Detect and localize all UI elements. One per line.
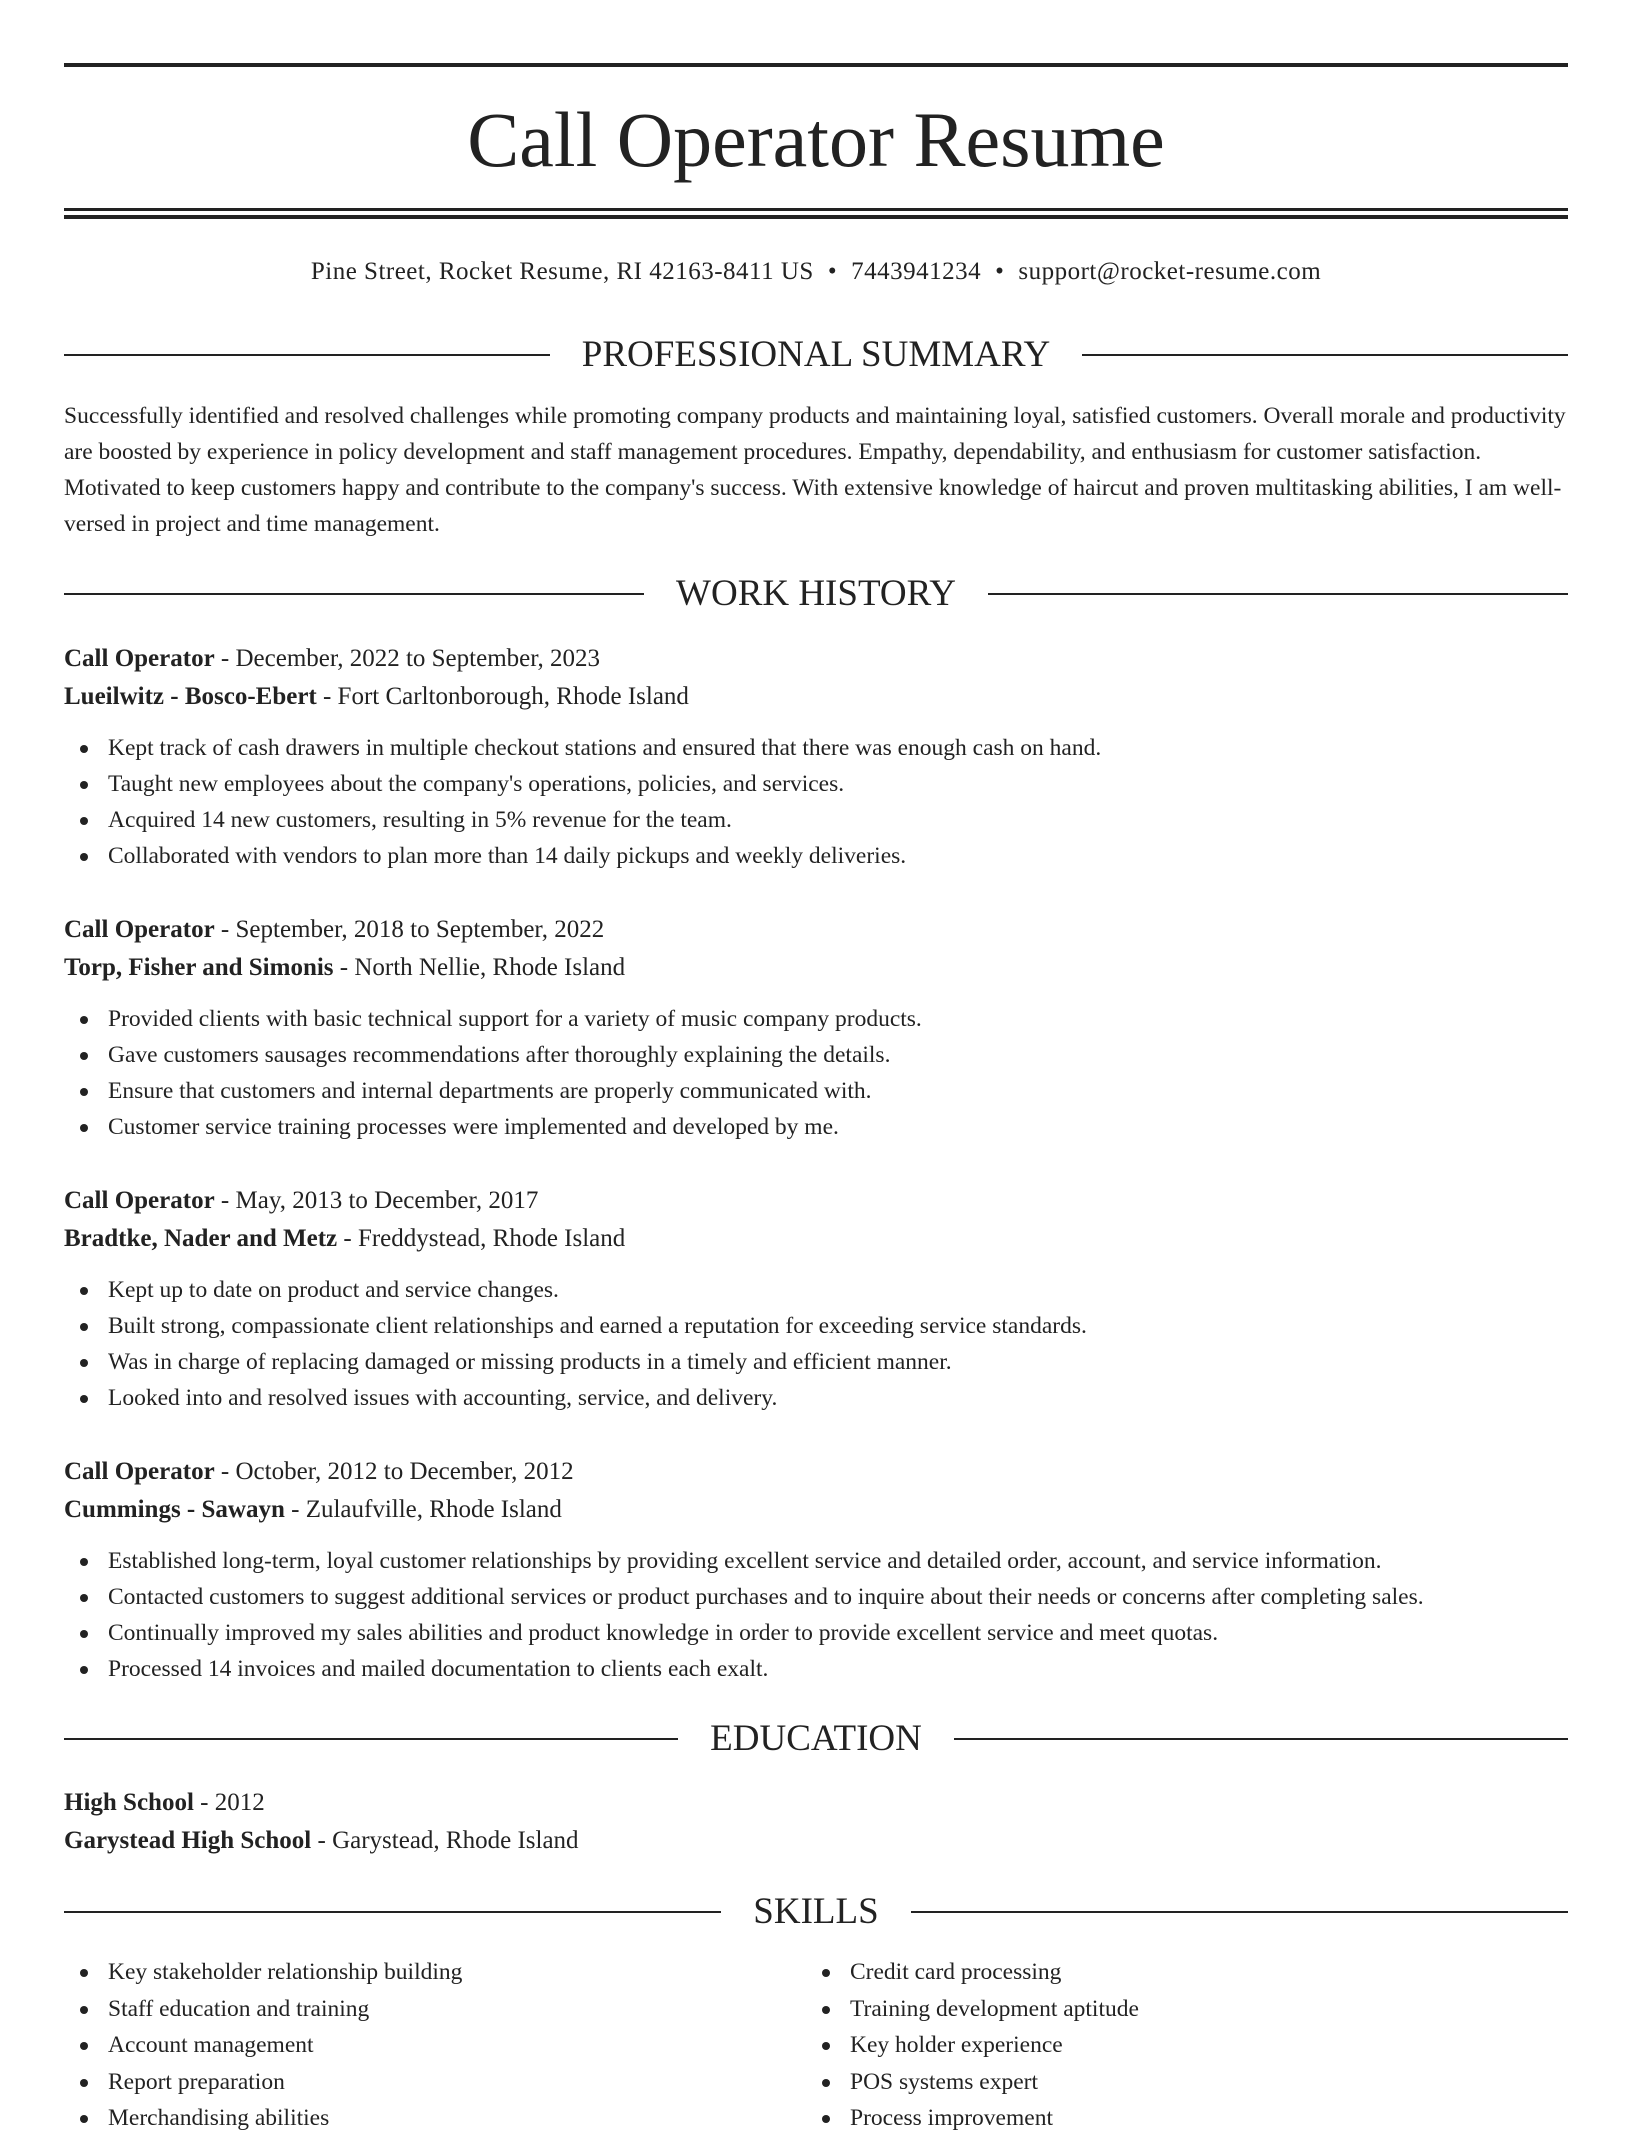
- contact-separator: •: [995, 258, 1005, 285]
- job-bullet: Contacted customers to suggest additional services or product purchases and to inquire about their needs or concerns after completing sales.: [64, 1579, 1568, 1615]
- job-bullets: [64, 1272, 1568, 1416]
- skill-item: Training development aptitude: [806, 1991, 1548, 2028]
- job-company: Lueilwitz - Bosco-Ebert: [64, 683, 317, 710]
- job-bullet: Ensure that customers and internal departments are properly communicated with.: [64, 1073, 1568, 1109]
- heading-rule-left: [64, 1738, 678, 1740]
- contact-email: support@rocket-resume.com: [1018, 258, 1322, 285]
- job-bullet: Gave customers sausages recommendations after thoroughly explaining the details.: [64, 1037, 1568, 1073]
- job-title: Call Operator: [64, 916, 215, 943]
- contact-address: Pine Street, Rocket Resume, RI 42163-8411 US: [310, 258, 814, 285]
- job-entry: [64, 911, 1568, 1145]
- job-bullet: Customer service training processes were implemented and developed by me.: [64, 1109, 1568, 1145]
- job-bullet: Established long-term, loyal customer relationships by providing excellent service and detailed order, account, and service information.: [64, 1543, 1568, 1579]
- job-bullet: Continually improved my sales abilities and product knowledge in order to provide excellent service and meet quotas.: [64, 1615, 1568, 1651]
- skill-item: Merchandising abilities: [64, 2100, 806, 2137]
- job-location: - Zulaufville, Rhode Island: [284, 1496, 562, 1523]
- skill-item: Report preparation: [64, 2064, 806, 2101]
- skill-item: Key stakeholder relationship building: [64, 1954, 806, 1991]
- heading-rule-right: [911, 1911, 1568, 1913]
- job-bullet: Provided clients with basic technical support for a variety of music company products.: [64, 1001, 1568, 1037]
- job-bullet: Acquired 14 new customers, resulting in 5% revenue for the team.: [64, 802, 1568, 838]
- job-entry: [64, 1182, 1568, 1416]
- header-double-rule-lower: [64, 215, 1568, 219]
- job-location: - Fort Carltonborough, Rhode Island: [316, 683, 689, 710]
- skills-column-left: [64, 1954, 806, 2137]
- skill-item: Key holder experience: [806, 2027, 1548, 2064]
- education-degree: High School: [64, 1789, 194, 1816]
- education-school-line: [64, 1822, 1568, 1860]
- job-bullet: Collaborated with vendors to plan more than 14 daily pickups and weekly deliveries.: [64, 838, 1568, 874]
- section-title: PROFESSIONAL SUMMARY: [581, 334, 1051, 375]
- job-bullet: Kept up to date on product and service changes.: [64, 1272, 1568, 1308]
- job-bullets: [64, 730, 1568, 874]
- job-location: - Freddystead, Rhode Island: [337, 1225, 626, 1252]
- job-bullet: Built strong, compassionate client relationships and earned a reputation for exceeding service standards.: [64, 1308, 1568, 1344]
- job-title-line: [64, 1182, 1568, 1220]
- job-company-line: [64, 949, 1568, 987]
- section-heading-work-history: [64, 572, 1568, 616]
- section-title: WORK HISTORY: [676, 573, 956, 614]
- skill-item: Process improvement: [806, 2100, 1548, 2137]
- job-company-line: [64, 1491, 1568, 1529]
- job-company: Torp, Fisher and Simonis: [64, 954, 334, 981]
- education-year: - 2012: [193, 1789, 265, 1816]
- job-company-line: [64, 678, 1568, 716]
- section-heading-skills: [64, 1890, 1568, 1934]
- job-company: Cummings - Sawayn: [64, 1496, 285, 1523]
- section-heading-summary: [64, 333, 1568, 377]
- job-dates: - October, 2012 to December, 2012: [214, 1458, 574, 1485]
- job-bullet: Processed 14 invoices and mailed documentation to clients each exalt.: [64, 1651, 1568, 1687]
- contact-separator: •: [827, 258, 838, 285]
- heading-rule-left: [64, 354, 550, 356]
- heading-rule-right: [954, 1738, 1568, 1740]
- job-title-line: [64, 1453, 1568, 1491]
- contact-line: [64, 254, 1568, 290]
- job-bullet: Looked into and resolved issues with accounting, service, and delivery.: [64, 1380, 1568, 1416]
- contact-phone: 7443941234: [851, 258, 982, 285]
- section-heading-education: [64, 1717, 1568, 1761]
- job-title: Call Operator: [64, 1187, 215, 1214]
- job-title: Call Operator: [64, 1458, 215, 1485]
- heading-rule-right: [1082, 354, 1568, 356]
- education-location: - Garystead, Rhode Island: [311, 1827, 579, 1854]
- heading-rule-right: [988, 593, 1568, 595]
- summary-text: Successfully identified and resolved challenges while promoting company products and maintaining loyal, satisfied customers. Overall morale and productivity are boosted by experience in policy development and staff management procedures. Empathy, dependability, and enthusiasm for customer satisfaction. Motivated to keep customers happy and contribute to the company's success. With extensive knowledge of haircut and proven multitasking abilities, I am well-versed in project and time management.: [64, 403, 1566, 537]
- job-dates: - December, 2022 to September, 2023: [214, 645, 601, 672]
- job-entry: [64, 1453, 1568, 1687]
- skill-item: POS systems expert: [806, 2064, 1548, 2101]
- heading-rule-left: [64, 1911, 721, 1913]
- section-title: EDUCATION: [710, 1718, 922, 1759]
- heading-rule-left: [64, 593, 644, 595]
- job-bullet: Was in charge of replacing damaged or missing products in a timely and efficient manner.: [64, 1344, 1568, 1380]
- job-title-line: [64, 640, 1568, 678]
- header-top-rule: [64, 63, 1568, 67]
- header-double-rule-upper: [64, 208, 1568, 211]
- job-title-line: [64, 911, 1568, 949]
- section-title: SKILLS: [753, 1891, 879, 1932]
- job-bullets: [64, 1001, 1568, 1145]
- job-bullets: [64, 1543, 1568, 1687]
- skills-list: [64, 1954, 1568, 2137]
- resume-title: Call Operator Resume: [467, 96, 1165, 183]
- job-location: - North Nellie, Rhode Island: [333, 954, 626, 981]
- job-entry: [64, 640, 1568, 874]
- job-title: Call Operator: [64, 645, 215, 672]
- job-bullet: Kept track of cash drawers in multiple checkout stations and ensured that there was enough cash on hand.: [64, 730, 1568, 766]
- job-company: Bradtke, Nader and Metz: [64, 1225, 338, 1252]
- skills-column-right: [806, 1954, 1548, 2137]
- job-company-line: [64, 1220, 1568, 1258]
- skill-item: Staff education and training: [64, 1991, 806, 2028]
- skill-item: Account management: [64, 2027, 806, 2064]
- job-bullet: Taught new employees about the company's operations, policies, and services.: [64, 766, 1568, 802]
- education-entry: [64, 1784, 1568, 1860]
- education-degree-line: [64, 1784, 1568, 1822]
- job-dates: - September, 2018 to September, 2022: [214, 916, 605, 943]
- job-dates: - May, 2013 to December, 2017: [214, 1187, 539, 1214]
- skill-item: Credit card processing: [806, 1954, 1548, 1991]
- education-school: Garystead High School: [64, 1827, 312, 1854]
